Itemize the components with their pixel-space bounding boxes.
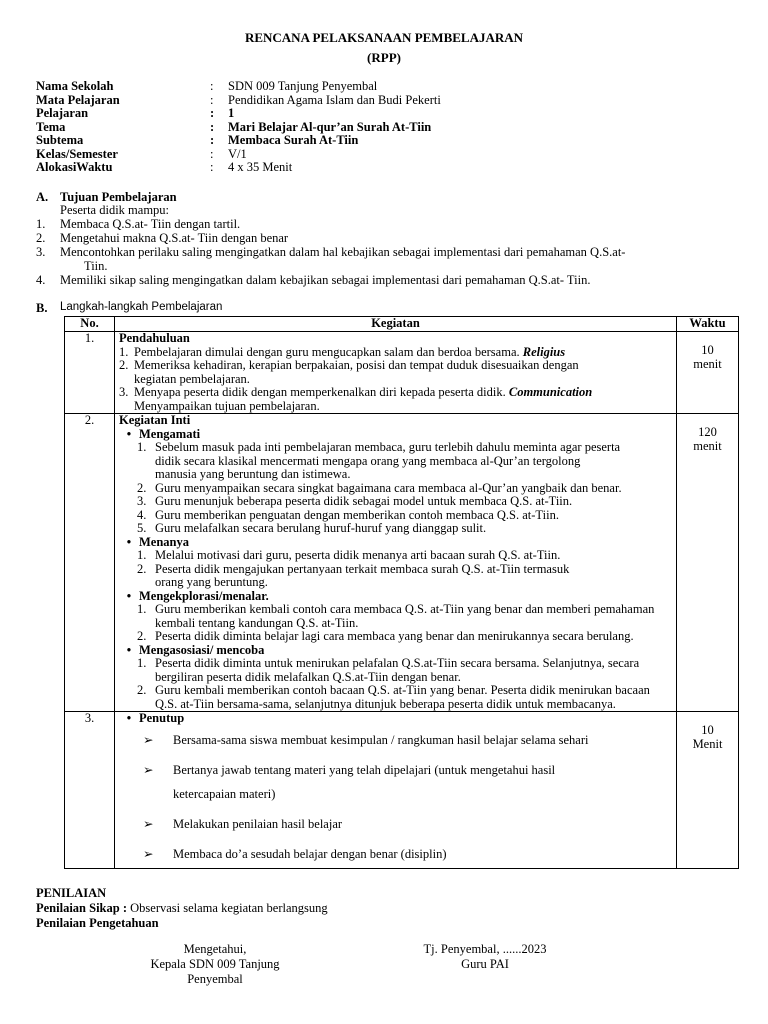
group-heading <box>119 428 673 442</box>
identity-value: V/1 <box>228 146 247 161</box>
item-text: Guru menyampaikan secara singkat bagaimana cara membaca al-Qur’an yangbaik dan benar. <box>155 480 622 495</box>
identity-label: Kelas/Semester <box>36 146 118 161</box>
list-item <box>119 359 673 386</box>
section-title: Tujuan Pembelajaran <box>60 190 177 204</box>
identity-colon: : <box>210 133 215 147</box>
identity-label: Subtema <box>36 133 84 147</box>
identity-label: Nama Sekolah <box>36 79 114 93</box>
group-heading <box>119 644 673 658</box>
time-unit: menit <box>693 356 722 371</box>
bullet-icon: • <box>126 588 132 603</box>
identity-label: Tema <box>36 119 66 134</box>
phase-heading: Penutup <box>139 711 185 725</box>
header-no: No. <box>65 317 115 332</box>
row-number: 3. <box>65 712 115 869</box>
identity-value: Membaca Surah At-Tiin <box>228 133 359 147</box>
knowledge-assessment-label: Penilaian Pengetahuan <box>36 916 159 930</box>
identity-value: Mari Belajar Al-qur’an Surah At-Tiin <box>228 119 432 134</box>
table-header-row <box>65 317 739 332</box>
item-text: Membaca do’a sesudah belajar dengan benar (disiplin) <box>173 846 447 861</box>
bullet-icon: • <box>126 711 132 725</box>
objective-text-continued: Tiin. <box>84 259 108 273</box>
identity-colon: : <box>210 160 214 174</box>
group-heading <box>119 590 673 604</box>
objective-text: Membaca Q.S.at- Tiin dengan tartil. <box>60 217 241 231</box>
time-value: 10 <box>701 723 714 737</box>
activity-cell <box>115 332 677 414</box>
row-number: 2. <box>65 414 115 712</box>
arrow-bullet-icon: ➢ <box>143 846 154 861</box>
group-title: Mengasosiasi/ mencoba <box>139 642 265 657</box>
bullet-icon: • <box>126 426 132 441</box>
objective-text: Memiliki sikap saling mengingatkan dalam kebajikan sebagai implementasi dari pemahaman Q.S.at- Tiin. <box>60 273 591 287</box>
list-item <box>137 495 623 509</box>
group-title: Mengekplorasi/menalar. <box>139 588 269 603</box>
row-number: 1. <box>65 332 115 414</box>
headmaster-title-continued: Penyembal <box>187 972 243 986</box>
identity-label: AlokasiWaktu <box>36 160 113 174</box>
objective-number: 2. <box>36 231 46 245</box>
section-letter: B. <box>36 301 48 315</box>
identity-value: 1 <box>228 106 235 120</box>
identity-colon: : <box>210 92 214 107</box>
table-row <box>65 414 739 712</box>
list-item <box>137 563 593 590</box>
table-row <box>65 332 739 414</box>
arrow-bullet-icon: ➢ <box>143 762 154 777</box>
arrow-bullet-icon: ➢ <box>143 816 154 831</box>
item-text: Peserta didik diminta belajar lagi cara membaca yang benar dan menirukannya secara berulang. <box>155 629 634 643</box>
item-number: 1. <box>137 602 147 616</box>
list-item <box>119 386 673 413</box>
item-text: Peserta didik diminta untuk menirukan pelafalan Q.S.at-Tiin secara bersama. Selanjutnya, secara bergiliran peserta didik melafalkan Q.S.at-Tiin dengan benar. <box>155 656 640 684</box>
list-item <box>137 657 663 684</box>
table-row <box>65 712 739 869</box>
list-item <box>137 509 623 523</box>
group-title: Mengamati <box>139 426 201 441</box>
section-a-intro: Peserta didik mampu: <box>60 203 170 217</box>
item-text: Melakukan penilaian hasil belajar <box>173 816 343 831</box>
section-letter: A. <box>36 190 49 204</box>
identity-colon: : <box>210 119 215 134</box>
item-number: 2. <box>137 629 147 643</box>
phase-heading: Pendahuluan <box>119 331 190 345</box>
item-number: 2. <box>137 480 147 495</box>
attitude-label: Penilaian Sikap : <box>36 901 127 915</box>
identity-colon: : <box>210 146 214 161</box>
item-number: 2. <box>137 683 147 697</box>
document-title: RENCANA PELAKSANAAN PEMBELAJARAN <box>244 30 524 45</box>
identity-value: SDN 009 Tanjung Penyembal <box>228 79 378 93</box>
item-text: Sebelum masuk pada inti pembelajaran membaca, guru terlebih dahulu meminta agar peserta didik secara klasikal mencermati mengapa orang yang membaca al-Qur’an tergolong manusia yang beruntung dan istimewa. <box>155 440 621 481</box>
list-item <box>119 728 673 752</box>
arrow-bullet-icon: ➢ <box>143 732 154 747</box>
objective-text: Mengetahui makna Q.S.at- Tiin dengan benar <box>60 231 289 245</box>
identity-label: Mata Pelajaran <box>36 92 120 107</box>
objective-text: Mencontohkan perilaku saling mengingatkan dalam hal kebajikan sebagai implementasi dari pemahaman Q.S.at- <box>60 245 626 259</box>
list-item <box>119 812 673 836</box>
item-text-extra: Menyampaikan tujuan pembelajaran. <box>134 398 320 413</box>
place-date: Tj. Penyembal, ......2023 <box>423 942 547 956</box>
time-unit: Menit <box>692 736 723 751</box>
list-item <box>119 758 673 806</box>
time-cell <box>677 712 739 869</box>
item-number: 2. <box>137 561 147 576</box>
time-unit: menit <box>693 438 722 453</box>
objective-number: 3. <box>36 245 46 259</box>
item-number: 4. <box>137 507 147 522</box>
list-item <box>137 522 623 536</box>
phase-heading: Kegiatan Inti <box>119 413 191 427</box>
time-cell <box>677 332 739 414</box>
item-text: Menyapa peserta didik dengan memperkenalkan diri kepada peserta didik. <box>134 385 509 399</box>
item-text: Melalui motivasi dari guru, peserta didik menanya arti bacaan surah Q.S. at-Tiin. <box>155 548 561 562</box>
item-text: Bersama-sama siswa membuat kesimpulan / rangkuman hasil belajar selama sehari <box>173 732 589 747</box>
item-number: 3. <box>137 494 147 508</box>
item-text: Guru memberikan penguatan dengan memberikan contoh membaca Q.S. at-Tiin. <box>155 507 559 522</box>
group-title: Menanya <box>139 534 189 549</box>
assessment-heading: PENILAIAN <box>36 886 107 900</box>
list-item <box>119 346 673 360</box>
time-value: 120 <box>698 425 717 439</box>
identity-value: 4 x 35 Menit <box>228 160 293 174</box>
item-number: 3. <box>119 385 129 399</box>
attitude-assessment <box>36 901 328 916</box>
bullet-icon: • <box>126 642 132 657</box>
character-tag: Communication <box>508 385 593 399</box>
group-heading <box>119 536 673 550</box>
list-item <box>137 630 669 644</box>
item-text: Peserta didik mengajukan pertanyaan terkait membaca surah Q.S. at-Tiin termasuk orang yang beruntung. <box>155 561 570 589</box>
item-text: Guru memberikan kembali contoh cara membaca Q.S. at-Tiin yang benar dan memberi pemahaman kembali tentang kandungan Q.S. at-Tiin. <box>155 602 655 630</box>
objective-number: 1. <box>36 217 46 231</box>
identity-label: Pelajaran <box>36 106 89 120</box>
objective-number: 4. <box>36 273 46 287</box>
item-number: 1. <box>137 656 147 670</box>
item-text: Memeriksa kehadiran, kerapian berpakaian, posisi dan tempat duduk disesuaikan dengan kegiatan pembelajaran. <box>134 358 579 386</box>
bullet-icon: • <box>126 534 132 549</box>
activities-table <box>64 316 739 869</box>
document-subtitle: (RPP) <box>367 50 401 65</box>
headmaster-title: Kepala SDN 009 Tanjung <box>150 957 280 971</box>
item-number: 2. <box>119 358 129 372</box>
list-item <box>137 549 593 563</box>
list-item <box>137 441 623 482</box>
header-kegiatan: Kegiatan <box>115 317 677 332</box>
item-number: 1. <box>137 548 147 562</box>
item-text: Pembelajaran dimulai dengan guru mengucapkan salam dan berdoa bersama. <box>134 344 523 359</box>
activity-cell <box>115 712 677 869</box>
group-heading <box>119 712 673 726</box>
headmaster-acknowledge: Mengetahui, <box>183 942 247 956</box>
item-number: 1. <box>119 344 129 359</box>
list-item <box>119 842 673 866</box>
item-number: 5. <box>137 521 147 535</box>
list-item <box>137 603 669 630</box>
list-item <box>137 684 663 711</box>
time-cell <box>677 414 739 712</box>
identity-colon: : <box>210 79 214 93</box>
item-text: Guru kembali memberikan contoh bacaan Q.S. at-Tiin yang benar. Peserta didik menirukan bacaan Q.S. at-Tiin bersama-sama, selanjutnya ditunjuk beberapa peserta didik untuk membacanya. <box>155 683 650 711</box>
item-text: Guru menunjuk beberapa peserta didik sebagai model untuk membaca Q.S. at-Tiin. <box>155 494 573 508</box>
item-text: Bertanya jawab tentang materi yang telah dipelajari (untuk mengetahui hasil ketercapaian materi) <box>173 762 556 801</box>
identity-value: Pendidikan Agama Islam dan Budi Pekerti <box>228 92 441 107</box>
teacher-title: Guru PAI <box>461 957 509 971</box>
item-text: Guru melafalkan secara berulang huruf-huruf yang dianggap sulit. <box>155 521 487 535</box>
list-item <box>137 482 623 496</box>
identity-colon: : <box>210 106 215 120</box>
header-waktu: Waktu <box>677 317 739 332</box>
item-number: 1. <box>137 440 147 454</box>
section-title: Langkah-langkah Pembelajaran <box>60 301 223 313</box>
time-value: 10 <box>701 343 714 357</box>
attitude-value: Observasi selama kegiatan berlangsung <box>127 901 328 915</box>
activity-cell <box>115 414 677 712</box>
character-tag: Religius <box>522 344 566 359</box>
